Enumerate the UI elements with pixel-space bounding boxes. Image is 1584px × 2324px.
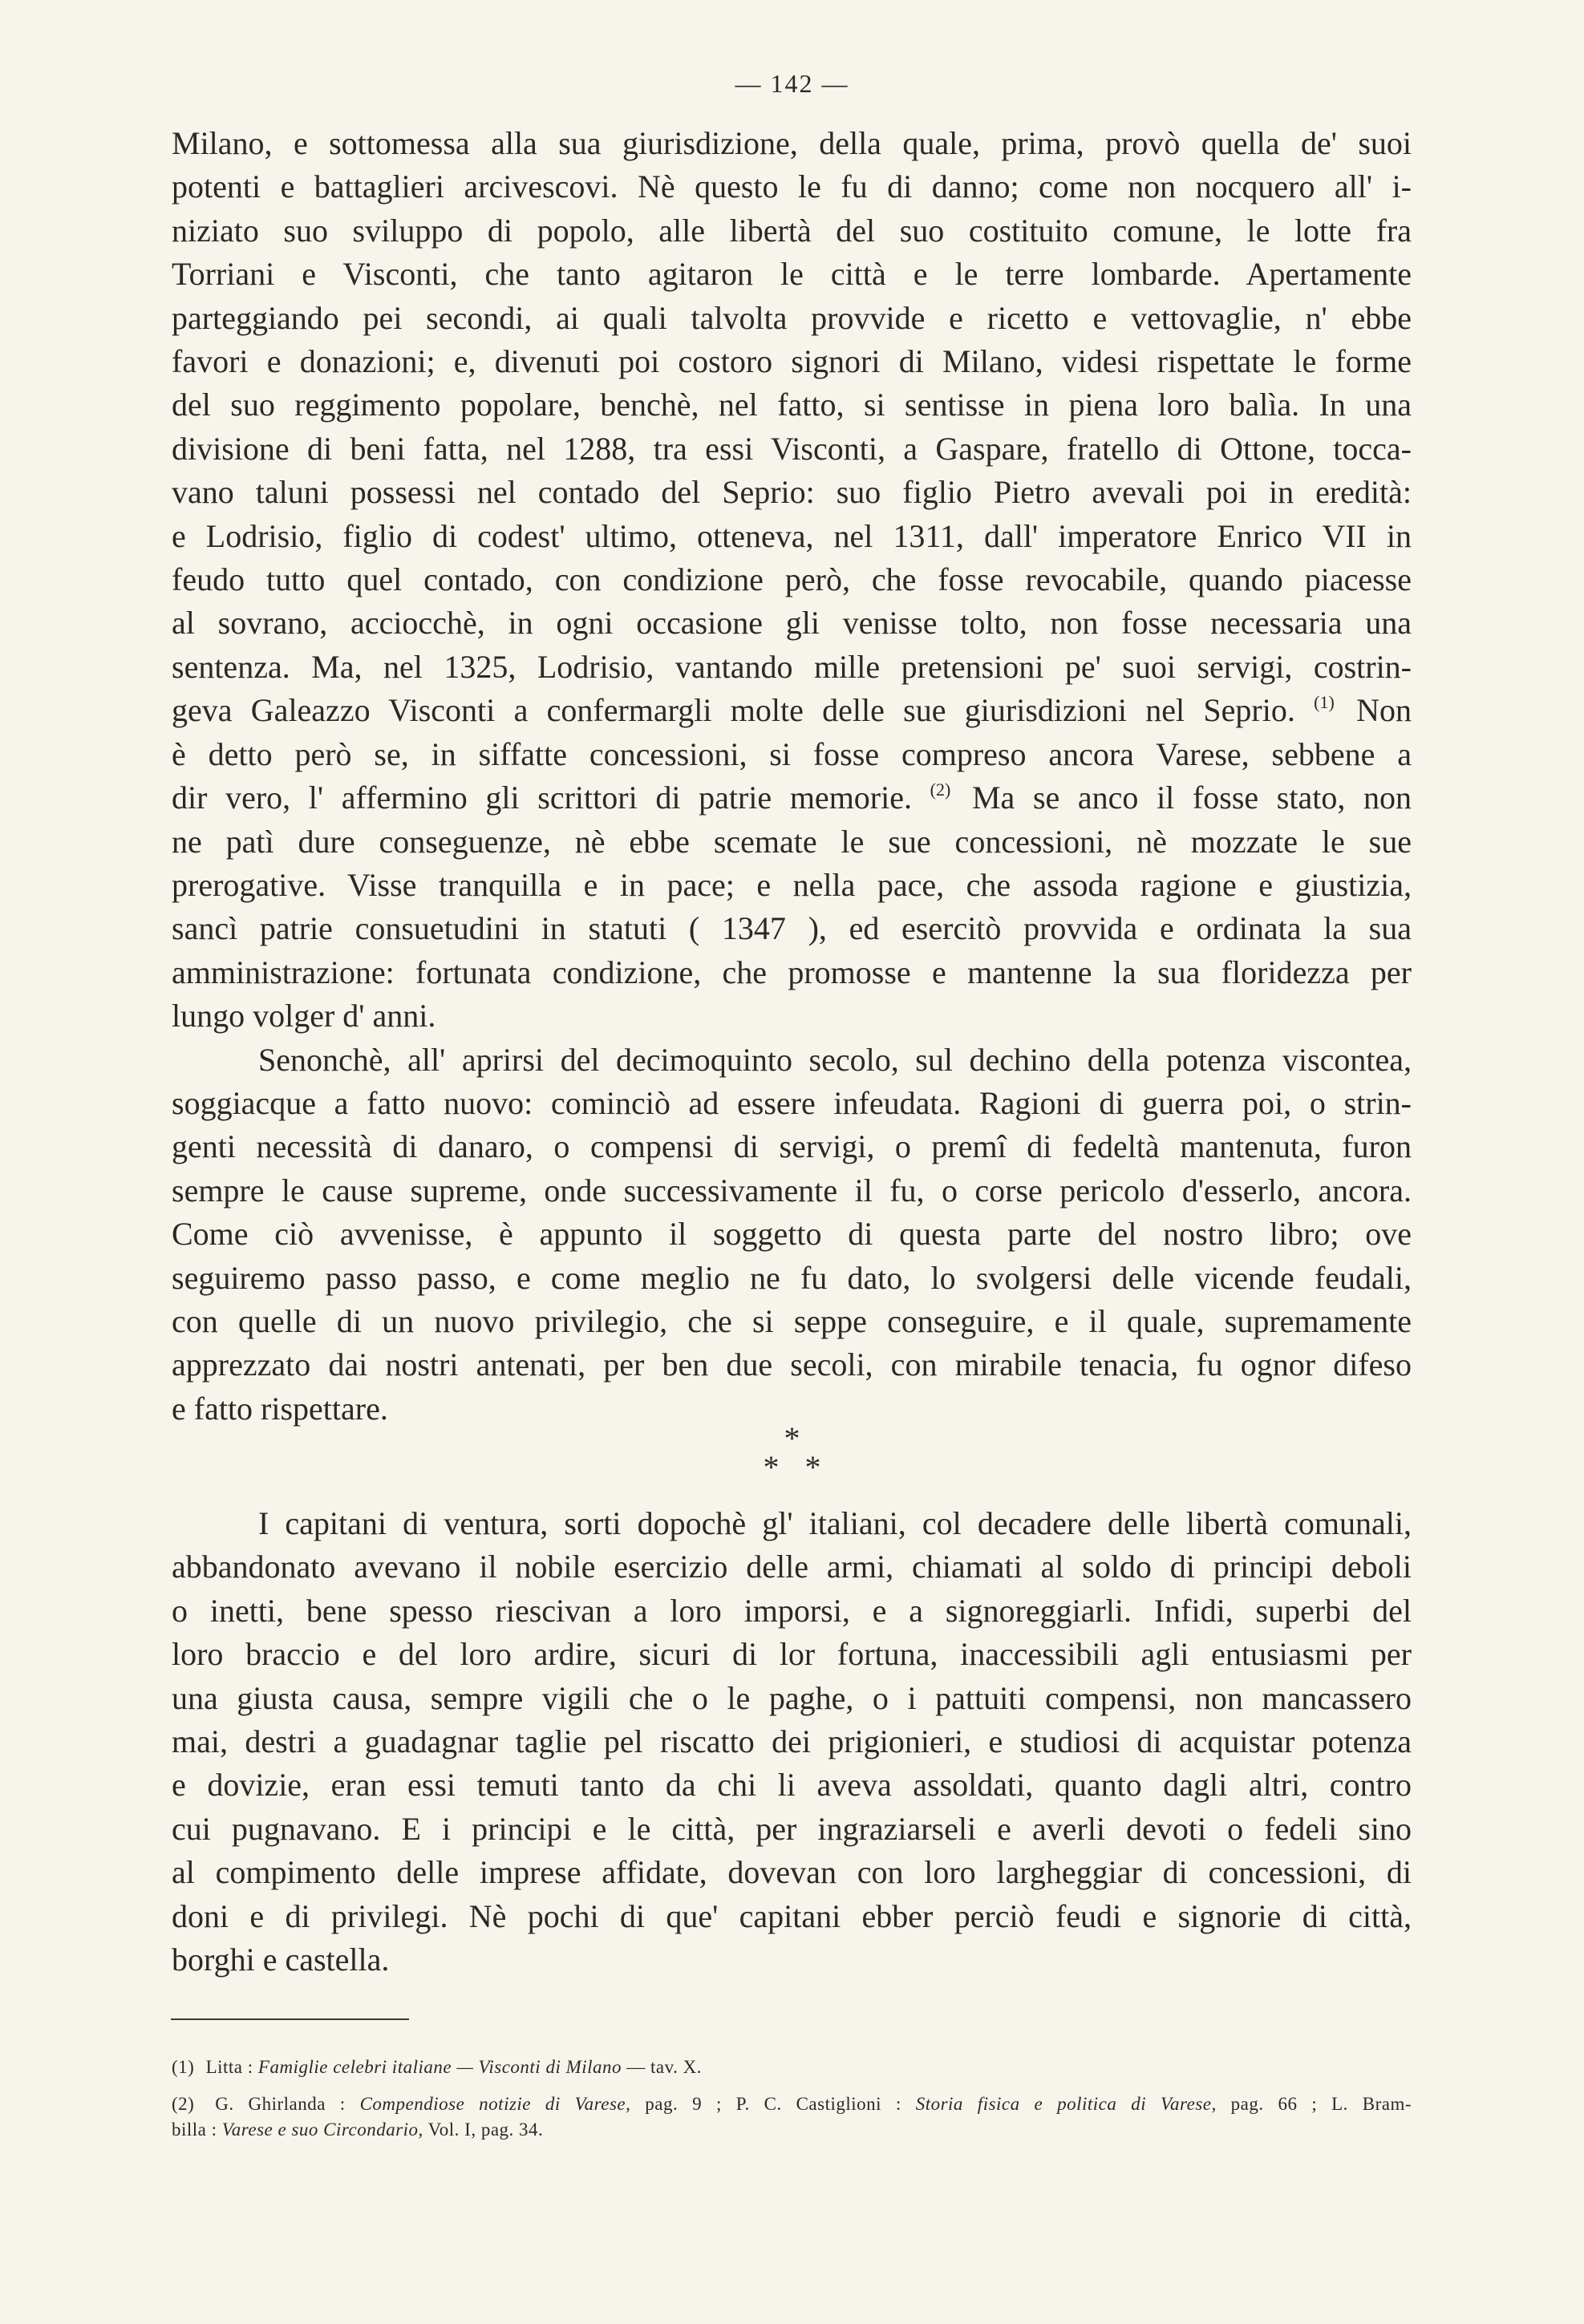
text-line: borghi e castella. (172, 1941, 390, 1978)
footnote-author: G. Ghirlanda : (215, 2094, 346, 2114)
footnote-title: Famiglie celebri italiane — Visconti di Milano (257, 2057, 622, 2077)
footnote-2-continuation (172, 2117, 1412, 2143)
body-text-lower (172, 1502, 1412, 1982)
text-line: lungo volger d' anni. (172, 998, 436, 1034)
text-line: prerogative. Visse tranquilla e in pace; e nella pace, che assoda ragione e giustizia, (172, 866, 1412, 903)
footnote-2 (172, 2091, 1412, 2117)
footnote-pages: pag. 9 ; P. C. Castiglioni : (645, 2094, 901, 2114)
text-line: una giusta causa, sempre vigili che o le paghe, o i pattuiti compensi, non mancassero (172, 1679, 1412, 1716)
section-asterism (0, 1420, 1584, 1485)
text-line: e Lodrisio, figlio di codest' ultimo, otteneva, nel 1311, dall' imperatore Enrico VII in (172, 517, 1412, 554)
text-line: Milano, e sottomessa alla sua giurisdizione, della quale, prima, provò quella de' suoi (172, 125, 1412, 161)
text-line: al compimento delle imprese affidate, dovevan con loro largheggiar di concessioni, di (172, 1854, 1412, 1891)
paragraph-3 (172, 1502, 1412, 1982)
text-line: sentenza. Ma, nel 1325, Lodrisio, vantando mille pretensioni pe' suoi servigi, costrin- (172, 648, 1412, 685)
text-line: e fatto rispettare. (172, 1390, 388, 1427)
text-line: amministrazione: fortunata condizione, che promosse e mantenne la sua floridezza per (172, 953, 1412, 990)
footnote-pages: Vol. I, pag. 34. (427, 2120, 544, 2140)
text-line: Torriani e Visconti, che tanto agitaron le città e le terre lombarde. Apertamente (172, 256, 1412, 293)
footnotes (172, 2055, 1412, 2143)
footnote-rest: — tav. X. (626, 2057, 702, 2077)
text-line: divisione di beni fatta, nel 1288, tra essi Visconti, a Gaspare, fratello di Ottone, tocca- (172, 430, 1412, 467)
footnote-1 (172, 2055, 1412, 2080)
text-line: cui pugnavano. E i principi e le città, per ingraziarseli e averli devoti o fedeli sino (172, 1810, 1412, 1847)
text-line: seguiremo passo passo, e come meglio ne fu dato, lo svolgersi delle vicende feudali, (172, 1259, 1412, 1296)
text-line: sancì patrie consuetudini in statuti ( 1347 ), ed esercitò provvida e ordinata la sua (172, 910, 1412, 947)
body-text-upper (172, 122, 1412, 1431)
page-number: — 142 — (735, 69, 849, 98)
text-line: parteggiando pei secondi, ai quali talvolta provvide e ricetto e vettovaglie, n' ebbe (172, 299, 1412, 336)
text-line: niziato suo sviluppo di popolo, alle libertà del suo costituito comune, le lotte fra (172, 212, 1412, 249)
text-segment: geva Galeazzo Visconti a confermargli molte delle sue giurisdizioni nel Seprio. (172, 692, 1295, 729)
text-line: abbandonato avevano il nobile esercizio delle armi, chiamati al soldo di principi deboli (172, 1549, 1412, 1585)
footnote-title: Storia fisica e politica di Varese, (915, 2094, 1217, 2114)
text-segment: Non (1356, 692, 1412, 729)
footnote-number: (1) (172, 2057, 195, 2077)
footnote-title: Compendiose notizie di Varese, (359, 2094, 631, 2114)
text-line: con quelle di un nuovo privilegio, che si seppe conseguire, e il quale, supremamente (172, 1302, 1412, 1339)
footnote-reference-1: (1) (1314, 692, 1335, 713)
text-line: feudo tutto quel contado, con condizione però, che fosse revocabile, quando piacesse (172, 561, 1412, 598)
text-line: I capitani di ventura, sorti dopochè gl' italiani, col decadere delle libertà comunali, (258, 1505, 1412, 1541)
text-line: al sovrano, acciocchè, in ogni occasione gli venisse tolto, non fosse necessaria una (172, 605, 1412, 642)
text-line: soggiacque a fatto nuovo: cominciò ad essere infeudata. Ragioni di guerra poi, o strin- (172, 1084, 1412, 1121)
text-line: potenti e battaglieri arcivescovi. Nè questo le fu di danno; come non nocquero all' i- (172, 168, 1412, 205)
text-line: genti necessità di danaro, o compensi di servigi, o premî di fedeltà mantenuta, furon (172, 1128, 1412, 1165)
text-line: del suo reggimento popolare, benchè, nel fatto, si sentisse in piena loro balìa. In una (172, 387, 1412, 423)
text-line: ne patì dure conseguenze, nè ebbe scemate le sue concessioni, nè mozzate le sue (172, 823, 1412, 860)
text-line: loro braccio e del loro ardire, sicuri di lor fortuna, inaccessibili agli entusiasmi per (172, 1636, 1412, 1673)
text-line: è detto però se, in siffatte concessioni, si fosse compreso ancora Varese, sebbene a (172, 735, 1412, 772)
text-line: doni e di privilegi. Nè pochi di que' capitani ebber perciò feudi e signorie di città, (172, 1897, 1412, 1934)
footnote-number: (2) (172, 2094, 195, 2114)
text-line: o inetti, bene spesso riescivan a loro imporsi, e a signoreggiarli. Infidi, superbi del (172, 1592, 1412, 1629)
footnote-divider (171, 2018, 409, 2020)
text-line (172, 689, 1412, 732)
text-line (172, 776, 1412, 820)
paragraph-2 (172, 1039, 1412, 1431)
footnote-author: Litta : (205, 2057, 253, 2077)
text-segment: dir vero, l' affermino gli scrittori di patrie memorie. (172, 779, 912, 816)
footnote-title: Varese e suo Circondario, (221, 2120, 423, 2140)
text-line: favori e donazioni; e, divenuti poi costoro signori di Milano, videsi rispettate le forme (172, 343, 1412, 380)
text-line: sempre le cause supreme, onde successivamente il fu, o corse pericolo d'esserlo, ancora. (172, 1172, 1412, 1209)
footnote-reference-2: (2) (930, 779, 951, 800)
asterism-top: * (784, 1420, 800, 1456)
text-line: apprezzato dai nostri antenati, per ben due secoli, con mirabile tenacia, fu ognor difeso (172, 1346, 1412, 1383)
text-line: vano taluni possessi nel contado del Seprio: suo figlio Pietro avevali poi in eredità: (172, 474, 1412, 511)
text-segment: Ma se anco il fosse stato, non (971, 779, 1412, 816)
text-line: mai, destri a guadagnar taglie pel riscatto dei prigionieri, e studiosi di acquistar potenza (172, 1723, 1412, 1760)
footnote-pages: pag. 66 ; L. Bram- (1230, 2094, 1412, 2114)
paragraph-1 (172, 122, 1412, 1039)
text-line: Senonchè, all' aprirsi del decimoquinto secolo, sul dechino della potenza viscontea, (258, 1041, 1412, 1078)
text-line: e dovizie, eran essi temuti tanto da chi li aveva assoldati, quanto dagli altri, contro (172, 1767, 1412, 1804)
asterism-bottom: * * (763, 1449, 821, 1485)
text-line: Come ciò avvenisse, è appunto il soggetto di questa parte del nostro libro; ove (172, 1216, 1412, 1253)
footnote-author: billa : (172, 2120, 217, 2140)
